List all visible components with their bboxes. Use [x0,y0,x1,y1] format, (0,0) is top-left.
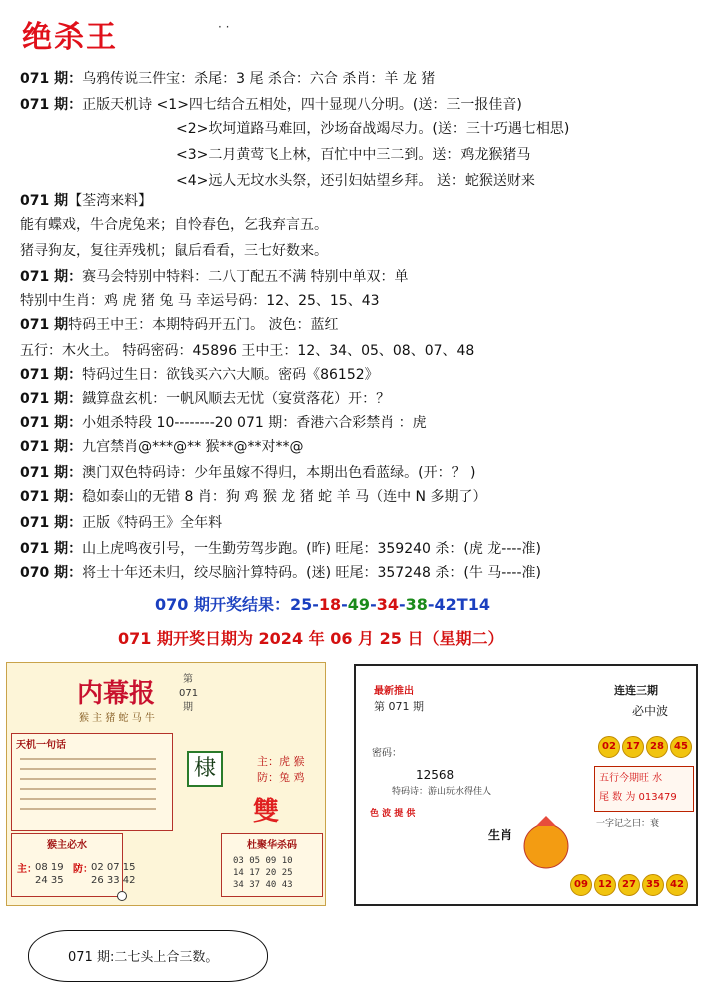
separator: - [370,595,377,614]
result-number: 49 [347,595,371,614]
prediction-line [20,316,339,334]
line-text: 乌鸦传说三件宝：杀尾：3 尾 杀合：六合 杀肖：羊 龙 猪 [82,71,436,87]
tianji-box [11,733,173,831]
line-prefix: 071 期： [20,391,83,407]
rp-period: 第 071 期 [374,700,424,713]
number-ball: 02 [598,736,620,758]
line-prefix: 070 期： [20,565,83,581]
number-ball: 35 [642,874,664,896]
fang-label: 防： [73,864,93,875]
line-text: <4>远人无坟水头祭，还引妇姑望乡拜。 送：蛇猴送财来 [176,173,535,189]
prediction-line [20,268,409,286]
separator: - [427,595,435,614]
houzhu-title: 猴主必水 [47,840,87,851]
line-text: 能有蝶戏，牛合虎兔来；自怜春色，乞我弃言五。 [20,217,328,233]
prediction-line [176,146,530,164]
number-ball: 42 [666,874,688,896]
result-number: 34 [376,595,399,614]
prediction-line [20,242,328,260]
number-ball: 12 [594,874,616,896]
prediction-line [176,120,569,138]
line-text: 猪寻狗友，复往弄残机；鼠后看看，三七好数来。 [20,243,328,259]
line-prefix: 071 期： [20,71,83,87]
line-prefix: 071 期： [20,269,83,285]
prediction-line [20,70,435,88]
line-text: 赛马会特别中特料：二八丁配五不满 特别中单双：单 [82,269,409,285]
prediction-line [20,390,390,408]
line-text: 将士十年还未归，绞尽脑汁算特码。(迷) 旺尾：357248 杀：(牛 马----准) [82,565,541,581]
result-number: 18 [318,595,342,614]
lucky-character: 棣 [187,751,223,787]
numbers-b: 02 07 15 26 33 42 [91,862,136,886]
prediction-line [20,342,474,360]
line-text: <2>坎坷道路马难回，沙场奋战竭尽力。(送：三十巧遇七相思) [176,121,570,137]
line-text: 【荃湾来料】 [68,193,153,209]
number-ball: 45 [670,736,692,758]
number-ball: 28 [646,736,668,758]
prediction-line [20,414,427,432]
zodiac-defense: 防：兔 鸡 [257,771,305,784]
separator: - [312,595,319,614]
line-text: <3>二月黄莺飞上林，百忙中中三二到。送：鸡龙猴猪马 [176,147,531,163]
prediction-line [20,96,522,114]
prediction-line [176,172,535,190]
line-text: 特别中生肖：鸡 虎 猪 兔 马 幸运号码：12、25、15、43 [20,293,380,309]
line-prefix: 071 期： [20,97,83,113]
prediction-line [20,564,541,582]
result-number: 25 [289,595,313,614]
line-prefix: 071 期 [20,317,69,333]
prediction-line [20,216,328,234]
prediction-line [20,488,486,506]
line-text: 稳如泰山的无错 8 肖：狗 鸡 猴 龙 猪 蛇 羊 马（连中 N 多期了） [82,489,487,505]
line-text: 小姐杀特段 10--------20 071 期：香港六合彩禁肖 ：虎 [82,415,427,431]
tianji-text-lines [16,753,166,823]
rp-subtitle: 必中波 [632,704,669,718]
line-text: 特码王中王：本期特码开五门。 波色：蓝红 [68,317,339,333]
main-label: 主： [17,864,37,875]
line-text: 五行：木火土。 特码密码：45896 王中王：12、34、05、08、07、48 [20,343,475,359]
line-text: 鐡算盘玄机：一帆风顺去无忧（宴赏落花）开：？ [82,391,391,407]
line-text: 正版《特码王》全年料 [82,515,223,531]
numbers-a: 08 19 24 35 [35,862,64,886]
line-prefix: 071 期： [20,367,83,383]
panel-subtitle: 猴 主 猪 蛇 马 牛 [79,713,155,724]
code-value: 12568 [416,768,455,782]
note: 一字记之曰：衰 [596,819,660,829]
color-label: 色 波 提 供 [370,809,416,819]
number-ball: 09 [570,874,592,896]
page-title: 绝杀王 [22,20,118,55]
prediction-line [20,464,475,482]
line-prefix: 071 期： [20,515,83,531]
line-prefix: 071 期： [20,439,83,455]
line-prefix: 071 期： [20,541,83,557]
poem: 特码诗：游山玩水得佳人 [392,787,492,797]
tianji-title: 天机一句话 [16,740,66,751]
separator: - [398,595,406,614]
numbers-grid: 03 05 09 10 14 17 20 25 34 37 40 43 [233,856,293,890]
cloud-text: 071 期:二七头上合三数。 [68,950,219,965]
bizhongbo-panel [354,664,698,906]
line-text: 九宫禁肖@***@** 猴**@**对**@ [82,439,304,455]
new-tag: 最新推出 [374,686,414,697]
five-elements: 五行今期旺 水 [599,773,663,784]
result-numbers [290,595,490,614]
circle-marker [117,891,127,901]
line-text: 正版天机诗 <1>四七结合五相处，四十显现八分明。(送：三一报佳音) [82,97,522,113]
result-label: 070 期开奖结果： [155,595,290,614]
line-prefix: 071 期： [20,415,83,431]
line-text: 山上虎鸣夜引号，一生勤劳驾步跑。(昨) 旺尾：359240 杀：(虎 龙----准) [82,541,541,557]
five-elements-box [594,766,694,812]
prediction-line [20,514,222,532]
shengxiao-label: 生肖 [488,828,513,842]
neimu-bao-panel [6,662,326,906]
shuang-character: 雙 [253,797,280,827]
prediction-line [20,540,541,558]
number-ball: 27 [618,874,640,896]
prediction-line [20,438,304,456]
line-prefix: 071 期 [20,193,69,209]
previous-result [155,592,490,615]
prediction-line [20,292,380,310]
result-number: 38 [405,595,428,614]
panel-period: 第 071 期 [179,674,199,713]
zodiac-main: 主：虎 猴 [257,755,305,768]
rooster-illustration [506,816,596,876]
prediction-line [20,366,379,384]
special-number: T14 [456,595,490,614]
result-number: 42 [434,595,457,614]
line-prefix: 071 期： [20,489,83,505]
line-text: 澳门双色特码诗：少年虽嫁不得归，本期出色看蓝绿。(开：？ ) [82,465,476,481]
prediction-line [20,192,152,210]
number-ball: 17 [622,736,644,758]
rp-title: 连连三期 [614,684,658,697]
numbers-grid-title: 杜聚华杀码 [247,840,297,851]
line-prefix: 071 期： [20,465,83,481]
decorative-dots: · · [218,20,230,34]
next-draw-date: 071 期开奖日期为 2024 年 06 月 25 日（星期二） [118,629,504,648]
panel-title: 内幕报 [77,679,156,709]
line-text: 特码过生日：欲钱买六六大顺。密码《86152》 [82,367,379,383]
separator: - [341,595,348,614]
tail-numbers: 尾 数 为 013479 [599,792,677,803]
code-label: 密码： [372,748,402,759]
